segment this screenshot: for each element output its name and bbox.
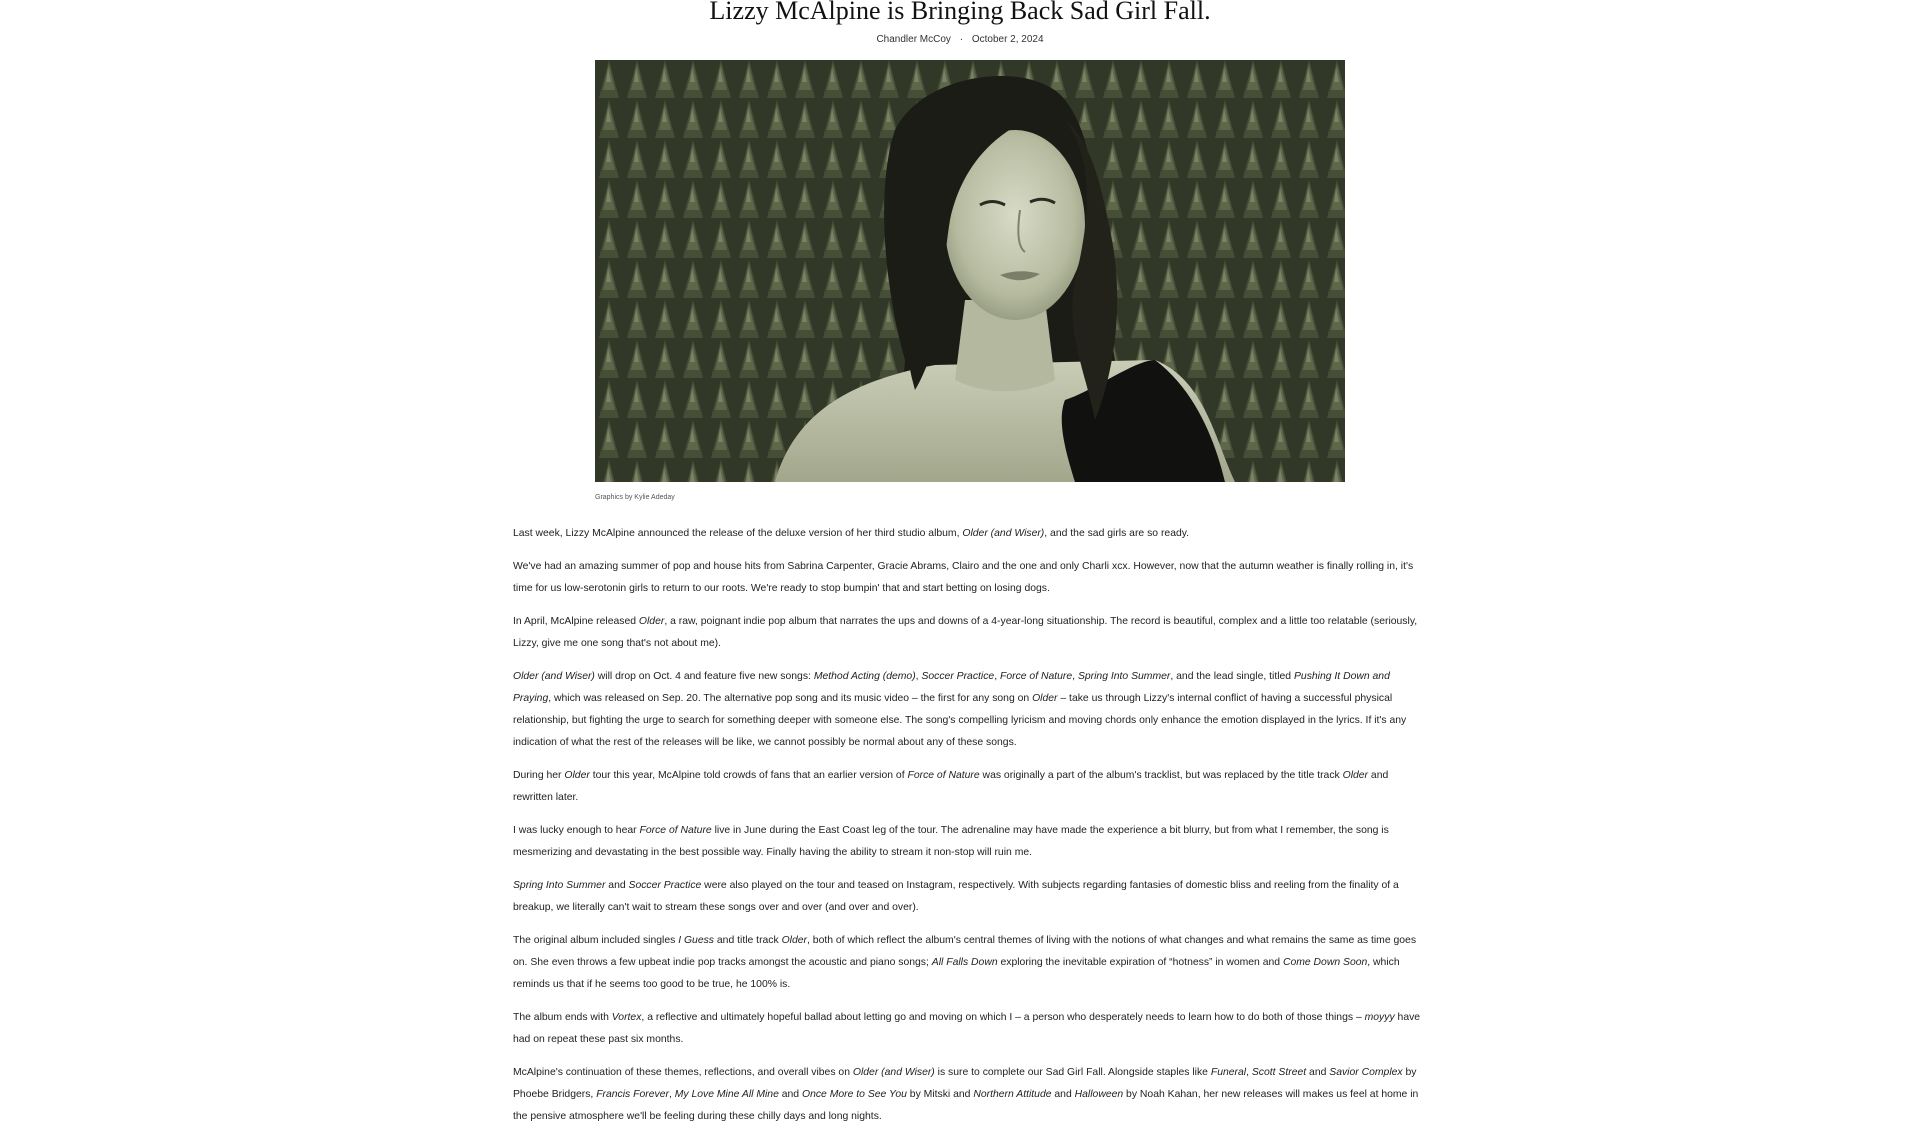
text-run: – take us through Lizzy's internal conflict of having a successful physical relationship, but fighting the urge to search for something deeper with someone else. The song's compelling lyricism and moving chords only enhance the emotion displayed in the lyrics. If it's any indication of what the rest of the releases will be like, we cannot possibly be normal about any of these songs. [513,693,1407,748]
article-paragraph [513,556,1428,600]
article-title: Lizzy McAlpine is Bringing Back Sad Girl Fall. [709,0,1211,25]
text-run: , [1072,671,1078,682]
text-run: , both of which reflect the album's central themes of living with the notions of what changes and what remains the same as time goes on. She even throws a few upbeat indie pop tracks amongst the acoustic and piano songs; [513,935,1417,968]
italic-title: moyyy [1364,1012,1395,1023]
publish-date: October 2, 2024 [971,34,1044,45]
italic-title: Soccer Practice [628,880,702,891]
text-run: and title track [714,935,782,946]
text-run: , [668,1089,675,1100]
italic-title: Savior Complex [1329,1067,1403,1078]
author-name[interactable]: Chandler McCoy [876,34,951,45]
text-run: were also played on the tour and teased on Instagram, respectively. With subjects regarding fantasies of domestic bliss and reeling from the finality of a breakup, we literally can't wait to stream these songs over and over (and over and over). [513,880,1399,913]
italic-title: Scott Street [1251,1067,1307,1078]
italic-title: Halloween [1074,1089,1124,1100]
text-run: and [1051,1089,1075,1100]
text-run: and [778,1089,802,1100]
article-paragraph [513,1062,1428,1128]
italic-title: Spring Into Summer [513,880,606,891]
italic-title: Vortex [611,1012,642,1023]
article-body [513,523,1428,1139]
text-run: Last week, Lizzy McAlpine announced the release of the deluxe version of her third studio album, [513,528,963,539]
image-caption: Graphics by Kylie Adeday [595,494,675,501]
italic-title: Spring Into Summer [1077,671,1171,682]
italic-title: Come Down Soon [1282,957,1368,968]
text-run: will drop on Oct. 4 and feature five new songs: [594,671,814,682]
text-run: I was lucky enough to hear [513,825,640,836]
italic-title: Soccer Practice [921,671,995,682]
article-paragraph [513,875,1428,919]
italic-title: Older (and Wiser) [852,1067,935,1078]
text-run: have had on repeat these past six months. [513,1012,1421,1045]
article-paragraph [513,611,1428,655]
text-run: , and the sad girls are so ready. [1044,528,1190,539]
text-run: and [605,880,629,891]
italic-title: Once More to See You [801,1089,907,1100]
text-run: In April, McAlpine released [513,616,639,627]
italic-title: Older [638,616,665,627]
text-run: by Phoebe Bridgers, [513,1067,1417,1100]
text-run: by Noah Kahan, her new releases will makes us feel at home in the pensive atmosphere we'll be feeling during these chilly days and long nights. [513,1089,1419,1122]
italic-title: Older (and Wiser) [513,671,595,682]
italic-title: Pushing It Down and Praying [513,671,1390,704]
text-run: We've had an amazing summer of pop and house hits from Sabrina Carpenter, Gracie Abrams, Clairo and the one and only Charli xcx. However, now that the autumn weather is finally rolling in, it's time for us low-serotonin girls to return to our roots. We're ready to stop bumpin' that and start betting on losing dogs. [513,561,1414,594]
text-run: , [1246,1067,1252,1078]
text-run: , which was released on Sep. 20. The alternative pop song and its music video – the first for any song on [548,693,1033,704]
text-run: , [994,671,1000,682]
article-paragraph [513,523,1428,545]
text-run: exploring the inevitable expiration of “hotness” in women and [997,957,1283,968]
text-run: and [1306,1067,1330,1078]
italic-title: Older [781,935,808,946]
text-run: McAlpine's continuation of these themes, reflections, and overall vibes on [513,1067,853,1078]
text-run: The original album included singles [513,935,679,946]
italic-title: Older (and Wiser) [962,528,1045,539]
text-run: During her [513,770,565,781]
text-run: The album ends with [513,1012,612,1023]
article-paragraph [513,930,1428,996]
hero-image [595,60,1345,482]
article-paragraph [513,1007,1428,1051]
text-run: , a reflective and ultimately hopeful ballad about letting go and moving on which I – a person who desperately needs to learn how to do both of those things – [641,1012,1365,1023]
italic-title: Francis Forever [596,1089,669,1100]
text-run: by Mitski and [906,1089,974,1100]
text-run: tour this year, McAlpine told crowds of fans that an earlier version of [589,770,908,781]
text-run: is sure to complete our Sad Girl Fall. Alongside staples like [934,1067,1211,1078]
italic-title: Force of Nature [907,770,980,781]
byline-separator: · [959,34,964,45]
italic-title: I Guess [678,935,715,946]
italic-title: Force of Nature [999,671,1073,682]
text-run: and rewritten later. [513,770,1389,803]
italic-title: Older [1342,770,1369,781]
text-run: , and the lead single, titled [1170,671,1294,682]
article-paragraph [513,820,1428,864]
italic-title: Force of Nature [639,825,712,836]
italic-title: Method Acting (demo) [813,671,916,682]
text-run: live in June during the East Coast leg of the tour. The adrenaline may have made the experience a bit blurry, but from what I remember, the song is mesmerizing and devastating in the best possible way. Finally having the ability to stream it non-stop will ruin me. [513,825,1389,858]
article-paragraph [513,765,1428,809]
italic-title: All Falls Down [931,957,998,968]
portrait-photo-icon [595,60,1345,482]
article-paragraph [513,666,1428,754]
text-run: , [915,671,922,682]
italic-title: My Love Mine All Mine [674,1089,779,1100]
italic-title: Older [1032,693,1058,704]
text-run: was originally a part of the album's tracklist, but was replaced by the title track [979,770,1343,781]
italic-title: Older [564,770,590,781]
italic-title: Northern Attitude [973,1089,1052,1100]
byline [0,33,1920,47]
text-run: , a raw, poignant indie pop album that narrates the ups and downs of a 4-year-long situationship. The record is beautiful, complex and a little too relatable (seriously, Lizzy, give me one song that's not about me). [513,616,1418,649]
text-run: , which reminds us that if he seems too good to be true, he 100% is. [513,957,1400,990]
italic-title: Funeral [1210,1067,1247,1078]
